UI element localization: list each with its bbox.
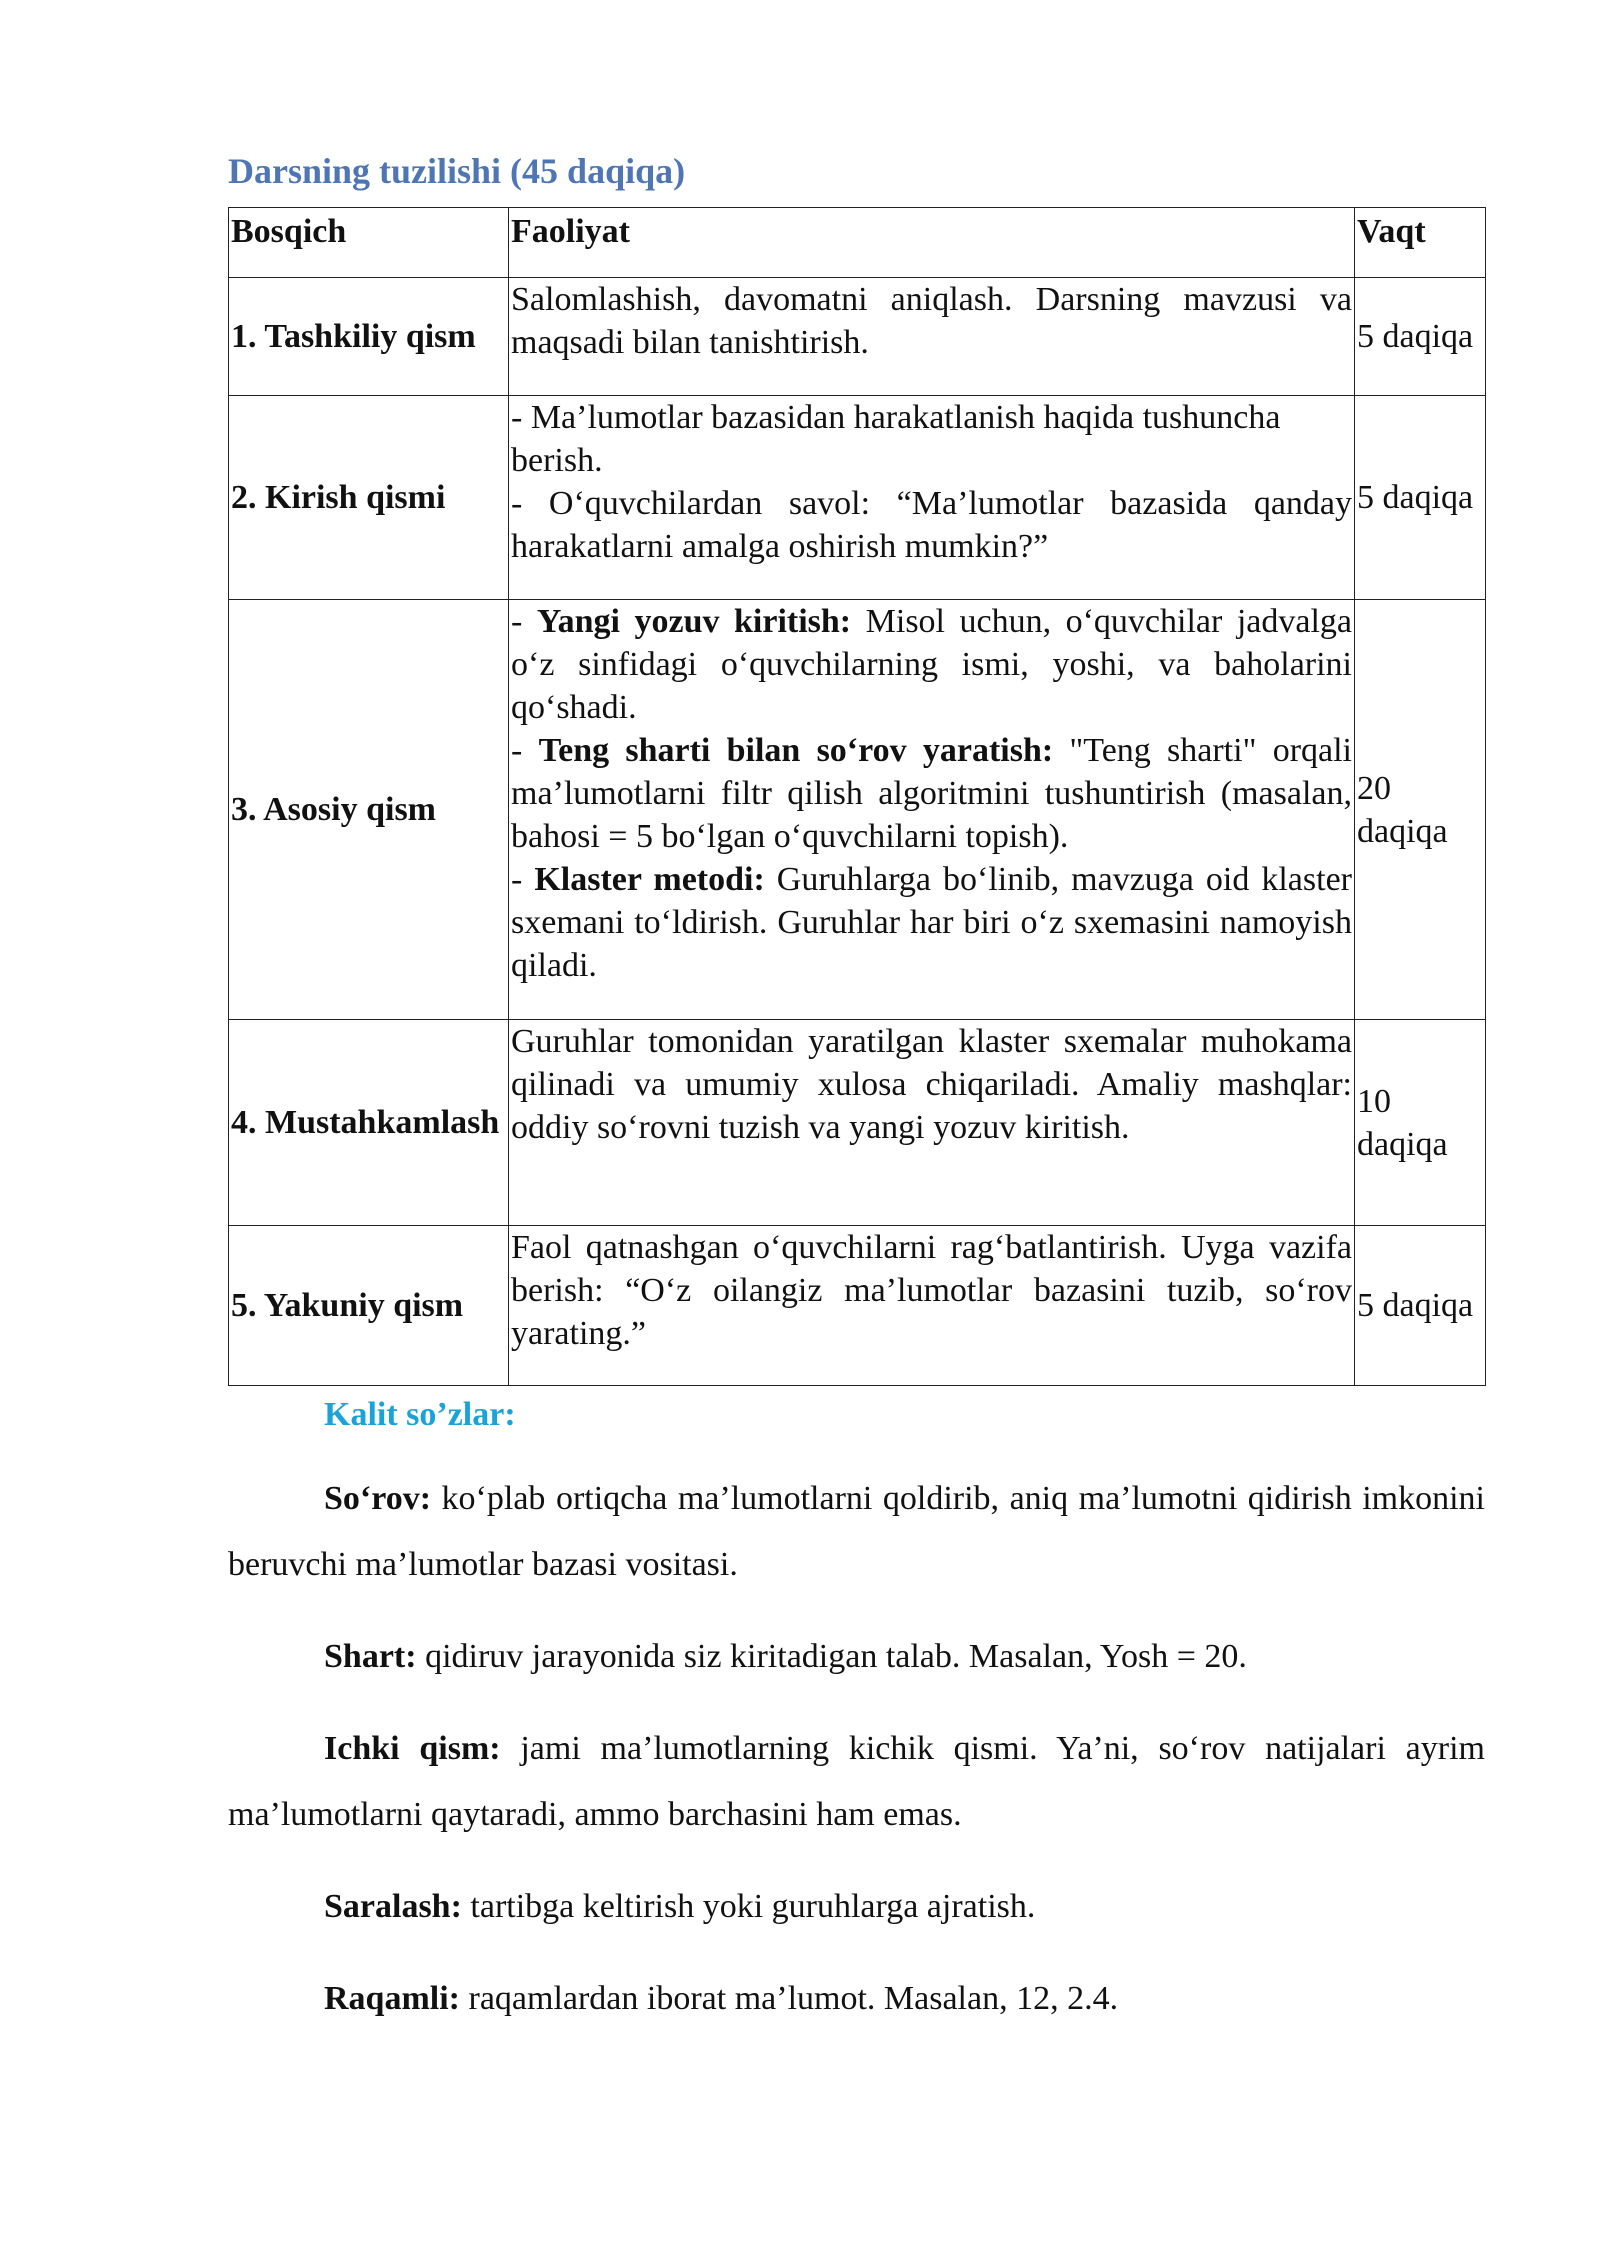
item-text: Guruhlarga bo‘linib, mavzuga oid klaster sxemani to‘ldirish. Guruhlar har biri o‘z sxemasini namoyish qiladi. [511,861,1352,985]
keyword-definition [228,1624,1485,1690]
activity-text: - Ma’lumotlar bazasidan harakatlanish haqida tushuncha berish. [511,399,1281,480]
item-prefix: - [511,732,539,770]
item-prefix: - [511,861,535,899]
lesson-plan-table [228,207,1486,1386]
activity-text: Faol qatnashgan o‘quvchilarni rag‘batlantirish. Uyga vazifa berish: “O‘z oilangiz ma’lumotlar bazasini tuzib, so‘rov yarating.” [511,1229,1352,1353]
keyword-text: ko‘plab ortiqcha ma’lumotlarni qoldirib, aniq ma’lumotni qidirish imkonini beruvchi ma’lumotlar bazasi vositasi. [228,1480,1485,1584]
table-row [229,278,1486,396]
activity-cell [509,600,1355,1020]
stage-cell: 1. Tashkiliy qism [229,278,509,396]
activity-item [511,858,1352,987]
item-title: Klaster metodi: [534,861,765,899]
keywords-title: Kalit so’zlar: [324,1396,516,1434]
time-cell: 5 daqiqa [1355,1226,1486,1386]
document-page [228,150,1485,2032]
keyword-text: tartibga keltirish yoki guruhlarga ajratish. [461,1888,1036,1926]
activity-text: Salomlashish, davomatni aniqlash. Darsning mavzusi va maqsadi bilan tanishtirish. [511,281,1352,362]
table-row [229,1020,1486,1226]
table-header-row [229,208,1486,278]
stage-cell: 2. Kirish qismi [229,396,509,600]
time-cell: 20 daqiqa [1355,600,1486,1020]
activity-item [511,600,1352,729]
keyword-text: jami ma’lumotlarning kichik qismi. Ya’ni, so‘rov natijalari ayrim ma’lumotlarni qaytaradi, ammo barchasini ham emas. [228,1730,1485,1834]
section-heading: Darsning tuzilishi (45 daqiqa) [228,151,686,191]
item-title: Teng sharti bilan so‘rov yaratish: [538,732,1054,770]
keyword-definition [228,1716,1485,1848]
keyword-text: qidiruv jarayonida siz kiritadigan talab. Masalan, Yosh = 20. [416,1638,1247,1676]
activity-cell [509,1226,1355,1386]
time-cell: 5 daqiqa [1355,278,1486,396]
activity-text: Guruhlar tomonidan yaratilgan klaster sxemalar muhokama qilinadi va umumiy xulosa chiqariladi. Amaliy mashqlar: oddiy so‘rovni tuzish va yangi yozuv kiritish. [511,1023,1352,1147]
keyword-term: Shart: [324,1638,417,1676]
table-row [229,1226,1486,1386]
keyword-definition [228,1874,1485,1940]
item-title: Yangi yozuv kiritish: [536,603,852,641]
keyword-definition [228,1966,1485,2032]
stage-cell: 3. Asosiy qism [229,600,509,1020]
keyword-term: Ichki qism: [324,1730,501,1768]
keyword-text: raqamlardan iborat ma’lumot. Masalan, 12, 2.4. [460,1980,1119,2018]
time-cell: 5 daqiqa [1355,396,1486,600]
activity-item [511,729,1352,858]
activity-cell [509,396,1355,600]
table-row [229,396,1486,600]
item-text: Misol uchun, o‘quvchilar jadvalga o‘z sinfidagi o‘quvchilarning ismi, yoshi, va baholarini qo‘shadi. [511,603,1353,727]
activity-text: - O‘quvchilardan savol: “Ma’lumotlar bazasida qanday harakatlarni amalga oshirish mumkin?” [511,485,1352,566]
item-prefix: - [511,603,537,641]
stage-cell: 4. Mustahkamlash [229,1020,509,1226]
keyword-definition [228,1466,1485,1598]
activity-cell [509,278,1355,396]
item-text: "Teng sharti" orqali ma’lumotlarni filtr qilish algoritmini tushuntirish (masalan, bahosi = 5 bo‘lgan o‘quvchilarni topish). [511,732,1353,856]
keyword-term: Saralash: [324,1888,462,1926]
header-activity: Faoliyat [509,208,1355,278]
stage-cell: 5. Yakuniy qism [229,1226,509,1386]
time-cell: 10 daqiqa [1355,1020,1486,1226]
header-stage: Bosqich [229,208,509,278]
table-row [229,600,1486,1020]
header-time: Vaqt [1355,208,1486,278]
keyword-term: So‘rov: [324,1480,432,1518]
activity-cell [509,1020,1355,1226]
keyword-term: Raqamli: [324,1980,460,2018]
